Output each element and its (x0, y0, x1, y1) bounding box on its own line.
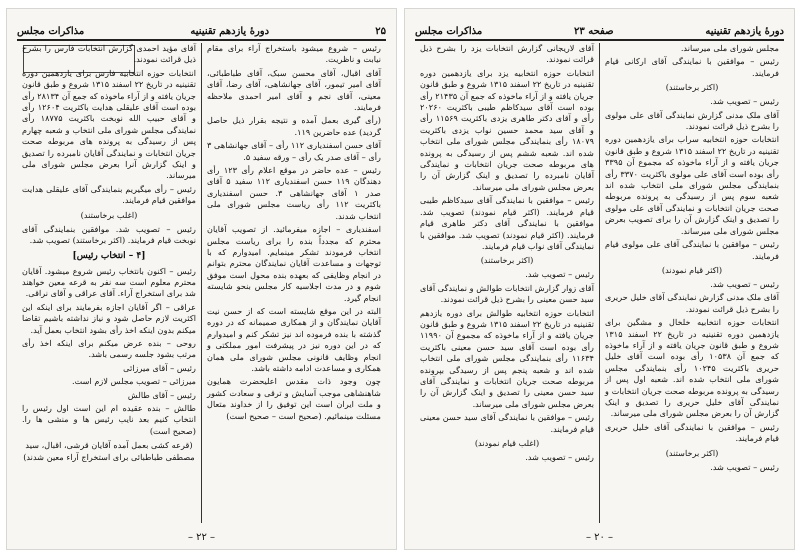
paragraph: انتخابات حوزه انتخابیه سراب برای یازدهمین دوره تقنینیه در تاریخ ۲۲ اسفند ۱۳۱۵ شروع و طبق قانون جریان یافته و از آراء ماخوذه که مجموع آن ۳۳۹۵ رأی بوده است آقای علی مولوی باکثریت ۳۳۷۰ رأی بنمایندگی مجلس شورای ملی انتخاب شده اند شعبه سوم پس از رسیدگی به پرونده مربوطه صحت جریان انتخابات و نمایندگی آقای علی مولوی را تصدیق و اینک گزارش آن را برای تصویب بعرض مجلس شورای ملی میرساند. (605, 134, 779, 236)
paragraph: رئیس – تصویب شد. (710, 461, 779, 472)
paragraph: آقای ملک مدنی گزارش نمایندگی آقای علی مولوی را بشرح ذیل قرائت نمودند. (605, 109, 779, 132)
paragraph: آقای اقبال، آقای محسن سبک، آقای طباطبائی، آقای امیر تیمور، آقای جهانشاهی، آقای رضا، آقای معینی، آقای نجم و آقای امیر احمدی ملاحظه فرمایند. (207, 67, 381, 113)
paragraph: چون وجود ذات مقدس اعلیحضرت همایون شاهنشاهی موجب آسایش و ترقی و سعادت کشور و ملت ایران است این توفیق را از خداوند متعال مسئلت مینمائیم. (صحیح است – صحیح است) (207, 376, 381, 421)
paragraph: رئیس – اکنون بانتخاب رئیس شروع میشود. آقایان محترم معلوم است سه نفر به قرعه معین خواهند شد برای استخراج آراء. آقای عراقی و آقای نراقی. (22, 265, 196, 299)
paragraph: آقای لاریجانی گزارش انتخابات یزد را بشرح ذیل قرائت نمودند. (420, 43, 594, 65)
paragraph: آقای مؤید احمدی گزارش انتخابات فارس را بشرح ذیل قرائت نمودند. (22, 43, 196, 65)
paragraph: رئیس – آقای طالش (127, 389, 196, 400)
left-page-columns (17, 43, 386, 523)
paragraph: رئیس – رأی میگیریم بنمایندگی آقای علیقلی هدایت موافقین قیام فرمایند. (22, 183, 196, 206)
right-header-session: دورۀ یازدهم تقنینیه (705, 26, 784, 37)
right-page-columns (415, 43, 784, 523)
paragraph: طالش – بنده عقیده ام این است اول رئیس را انتخاب کنیم بعد نایب رئیس ها و منشی ها را. (صحیح است) (22, 402, 196, 436)
left-header-session: دورۀ یازدهم تقنینیه (190, 26, 270, 37)
left-page (6, 8, 397, 550)
left-header-title: مذاکرات مجلس (17, 26, 85, 37)
stage-direction: (اغلب برخاستند) (80, 209, 138, 220)
paragraph: رئیس – موافقین با نمایندگی آقای سید حسن معینی قیام فرمایند. (420, 412, 594, 434)
right-page-folio: – ۲۰ – (585, 532, 614, 543)
paragraph: اسفندیاری – اجازه میفرمائید. از تصویب آقایان محترم که مجدداً بنده را برای ریاست مجلس انتخاب فرمودند تشکر مینمایم. امیدوارم که با توجهات و مساعدت آقایان نمایندگان محترم بتوانم در انجام وظایفی که بعهده بنده محول است موفق شوم و در مدت اجلاسیه کار مجلس بنحو شایسته انجام گیرد. (207, 224, 381, 303)
right-page (404, 8, 795, 550)
stage-direction: (اکثر برخاستند) (665, 82, 719, 93)
paragraph: رئیس – تصویب شد. موافقین بنمایندگی آقای نوبخت قیام فرمایند. (اکثر برخاستند) تصویب شد. (22, 223, 196, 246)
paragraph: میرزائی – تصویب مجلس لازم است. (71, 376, 196, 387)
paragraph: رئیس – تصویب شد. (710, 96, 779, 107)
paragraph: روحی – بنده عرض میکنم برای اینکه اخذ رأی مرتب بشود جلسه رسمی باشد. (22, 337, 196, 360)
left-header-number: ۲۵ (375, 26, 386, 37)
paragraph: عراقی – اگر آقایان اجازه بفرمایند برای اینکه این اکثریت لازم حاصل شود و نیاز نداشته باشیم تقاضا میکنم بدون اینکه اخذ رأی بشود انتخاب بعمل آید. (22, 301, 196, 335)
paragraph: انتخابات حوزه انتخابیه طوالش برای دوره یازدهم تقنینیه در تاریخ ۲۲ اسفند ۱۳۱۵ شروع و طبق قانون جریان یافته و از آراء ماخوذه که مجموع آن ۱۱۹۹۰ رأی بوده است آقای سید حسن معینی باکثریت ۱۱۶۳۴ رأی بنمایندگی مجلس شورای ملی انتخاب شده اند و شعبه پنجم پس از رسیدگی بپرونده مربوطه صحت جریان انتخابات و نمایندگی آقای سید حسن معینی را تصدیق و اینک گزارش آن را بعرض مجلس شورای ملی میرساند. (420, 307, 594, 409)
stage-direction: (اکثر برخاستند) (480, 255, 534, 266)
stage-direction: (قرعه کشی بعمل آمده آقایان قرشی، اقبال، سید مصطفی طباطبائی برای استخراج آراء معین شدند) (23, 440, 195, 463)
left-page-column-1 (202, 43, 386, 523)
paragraph: البته در این موقع شایسته است که از حسن نیت آقایان نمایندگان و از همکاری صمیمانه که در دوره گذشته با بنده فرموده اند نیز تشکر کنم و امیدوارم که در این دوره نیز در پیشرفت امور مملکتی و انجام وظایف قانونی مجلس شورای ملی همان همکاری و مساعدت ادامه داشته باشد. (207, 305, 381, 373)
right-page-header (415, 15, 784, 41)
right-header-title: مذاکرات مجلس (415, 26, 483, 37)
paragraph: رئیس – عده حاضر در موقع اعلام رأی ۱۲۳ رأی دهندگان ۱۱۹ حسن اسفندیاری ۱۱۲ سفید ۵ آقای صدر ۱ آقای جهانشاهی ۳. حسن اسفندیاری باکثریت ۱۱۲ رأی ریاست مجلس شورای ملی انتخاب شدند. (207, 165, 381, 221)
left-page-header (17, 15, 386, 41)
left-page-column-2 (17, 43, 201, 523)
paragraph: انتخابات حوزه انتخابیه خلخال و مشگین برای یازدهمین دوره تقنینیه در تاریخ ۲۲ اسفند ۱۳۱۵ شروع و طبق قانون جریان یافته و از آراء ماخوذه که جمع آن ۱۰۵۳۸ رأی بوده است آقای خلیل حریری باکثریت ۱۰۲۴۵ رأی بنمایندگی مجلس شورای ملی انتخاب شده اند. شعبه اول پس از رسیدگی به پرونده مربوطه صحت جریان انتخابات و نمایندگی آقای خلیل حریری را تصدیق و اینک گزارش آن را بعرض مجلس شورای ملی میرساند. (605, 317, 780, 419)
paragraph: آقای ملک مدنی گزارش نمایندگی آقای خلیل حریری را بشرح ذیل قرائت نمودند. (605, 292, 779, 314)
stage-direction: (اکثر قیام نمودند) (661, 264, 723, 275)
paragraph: آقای زوار گزارش انتخابات طوالش و نمایندگی آقای سید حسن معینی را بشرح ذیل قرائت نمودند. (420, 282, 594, 305)
paragraph: رئیس – تصویب شد. (710, 278, 779, 289)
paragraph: رئیس – تصویب شد. (525, 269, 594, 280)
right-page-column-2 (415, 43, 599, 523)
paragraph: رئیس – شروع میشود باستخراج آراء برای مقام نیابت و ناظریت. (207, 43, 381, 65)
paragraph: (رأی گیری بعمل آمده و نتیجه بقرار ذیل حاصل گردید) عده حاضرین ۱۱۹. (207, 115, 381, 137)
paragraph: رئیس – آقای میرزائی (123, 362, 196, 373)
paragraph: رئیس – موافقین با نمایندگی آقای سیدکاظم طیبی قیام فرمایند. (اکثر قیام نمودند) تصویب شد. موافقین با نمایندگی آقای دکتر طاهری قیام فرمایند. (اکثر قیام نمودند) تصویب شد. موافقین با نمایندگی آقای نواب قیام فرمایند. (420, 195, 594, 251)
paragraph: رئیس – موافقین با نمایندگی آقای ارکانی قیام فرمایند. (605, 56, 779, 78)
paragraph: رئیس – تصویب شد. (525, 452, 594, 462)
paragraph: رئیس – موافقین با نمایندگی آقای خلیل حریری قیام فرمایند. (605, 421, 779, 444)
left-page-folio: – ۲۲ – (187, 532, 216, 543)
stage-direction: (اغلب قیام نمودند) (474, 438, 540, 448)
paragraph: مجلس شورای ملی میرساند. (680, 43, 779, 53)
stage-direction: (اکثر برخاستند) (665, 447, 719, 458)
section-heading: [۴ – انتخاب رئیس] (72, 250, 146, 261)
paragraph: انتخابات حوزه انتخابیه یزد برای یازدهمین دوره تقنینیه در تاریخ ۲۲ اسفند ۱۳۱۵ شروع و طبق قانون جریان یافته و از آراء ماخوذه که جمع آن ۲۱۴۳۵ رأی بوده است آقای سیدکاظم طیبی باکثریت ۲۰۲۶۰ رأی و آقای دکتر طاهری یزدی باکثریت ۱۱۵۶۹ رأی و آقای سید محمد حسین نواب یزدی باکثریت ۱۸۰۷۹ رأی بنمایندگی مجلس شورای ملی انتخاب شده اند. شعبه ششم پس از رسیدگی به پرونده های مربوطه صحت جریان انتخابات و نمایندگی آقایان نامبرده را تصدیق و اینک گزارش آن را بعرض مجلس شورای ملی میرساند. (420, 67, 594, 192)
right-page-column-1 (600, 43, 784, 523)
paragraph: انتخابات حوزه انتخابیه فارس برای یازدهمین دوره تقنینیه در تاریخ ۲۲ اسفند ۱۳۱۵ شروع و طبق قانون جریان یافته و از آراء ماخوذه که جمع آن ۲۸۱۳۴ رأی بوده است آقای علیقلی هدایت باکثریت ۱۲۶۰۴ رأی و آقای حبیب الله نوبخت باکثریت ۱۸۷۷۵ رأی نمایندگی مجلس شورای ملی انتخاب و شعبه چهارم پس از رسیدگی به پرونده های مربوطه صحت جریان انتخابات و نمایندگی آقایان نامبرده را تصدیق و اینک گزارش آنرا بعرض مجلس شورای ملی میرساند. (22, 67, 196, 181)
paragraph: آقای حسن اسفندیاری ۱۱۲ رأی – آقای جهانشاهی ۳ رأی – آقای صدر یک رأی – ورقه سفید ۵. (207, 140, 381, 162)
paragraph: رئیس – موافقین با نمایندگی آقای علی مولوی قیام فرمایند. (605, 239, 779, 261)
right-header-page-label: صفحه ۲۳ (573, 26, 614, 37)
